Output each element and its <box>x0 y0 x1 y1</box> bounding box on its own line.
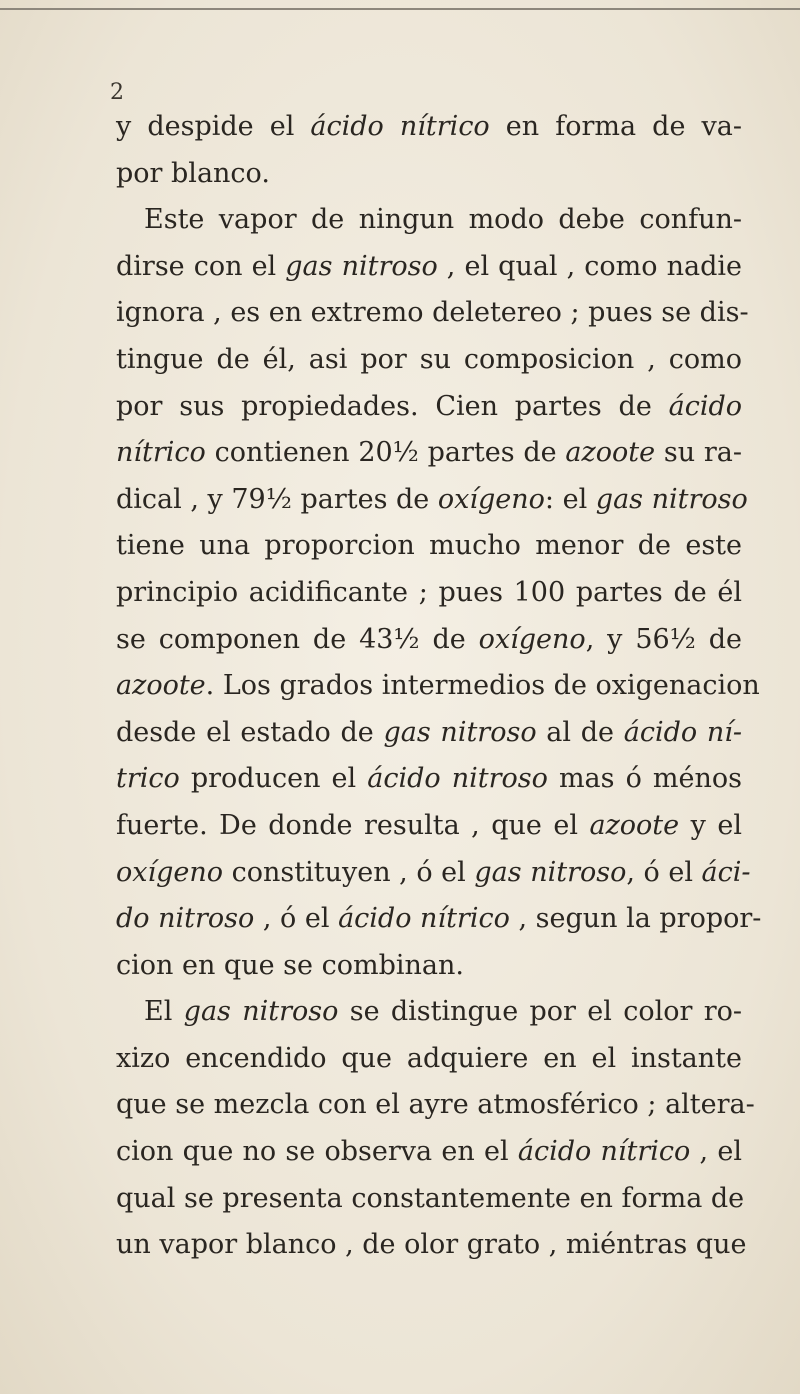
text-span: contienen 20½ partes de <box>205 437 566 469</box>
italic-term: gas nitroso <box>474 856 627 888</box>
text-span: qual se presenta constantemente en forma de <box>116 1182 745 1214</box>
page-number: 2 <box>110 80 124 105</box>
italic-term: ácido nitroso <box>367 763 548 795</box>
text-span: , segun la propor- <box>509 903 762 935</box>
italic-term: oxígeno <box>437 483 545 515</box>
italic-term: nítrico <box>116 437 206 469</box>
text-span: constituyen , ó el <box>223 856 475 888</box>
text-line <box>116 523 742 570</box>
text-line <box>116 290 749 337</box>
italic-term: trico <box>116 763 180 795</box>
text-span: fuerte. De donde resulta , que el <box>116 809 590 841</box>
text-line <box>116 1129 742 1176</box>
italic-term: ácido ní- <box>623 716 742 748</box>
text-span: ignora , es en extremo deletereo ; pues se dis- <box>116 297 749 329</box>
text-span: xizo encendido que adquiere en el instante <box>116 1042 742 1074</box>
text-line <box>116 943 742 990</box>
text-span: y el <box>679 809 742 841</box>
text-line <box>116 663 760 710</box>
italic-term: gas nitroso <box>285 250 438 282</box>
text-line <box>116 756 742 803</box>
text-line <box>116 430 742 477</box>
text-line <box>116 1082 755 1129</box>
text-span: su ra- <box>655 437 742 469</box>
text-span: producen el <box>179 763 368 795</box>
text-span: principio acidificante ; pues 100 partes de él <box>116 576 742 608</box>
text-span: , y 56½ de <box>585 623 743 655</box>
text-span: , el qual , como nadie <box>437 250 742 282</box>
body-text <box>116 104 762 1269</box>
text-line <box>116 850 751 897</box>
text-line <box>116 477 748 524</box>
text-span: por blanco. <box>116 157 270 189</box>
text-span: por sus propiedades. Cien partes de <box>116 390 669 422</box>
text-span: , el <box>690 1136 742 1168</box>
text-line <box>116 617 742 664</box>
text-span: se componen de 43½ de <box>116 623 479 655</box>
text-span: tingue de él, asi por su composicion , como <box>116 343 742 375</box>
text-span: al de <box>536 716 624 748</box>
italic-term: gas nitroso <box>183 996 339 1028</box>
text-span: cion que no se observa en el <box>116 1136 518 1168</box>
text-span: , ó el <box>626 856 702 888</box>
text-line <box>116 197 742 244</box>
italic-term: ácido <box>668 390 742 422</box>
italic-term: gas nitroso <box>595 483 748 515</box>
text-span: que se mezcla con el ayre atmosférico ; altera- <box>116 1089 755 1121</box>
italic-term: azoote <box>565 437 656 469</box>
text-span: , ó el <box>254 903 339 935</box>
text-span: mas ó ménos <box>547 763 743 795</box>
italic-term: do nitroso <box>116 903 255 935</box>
text-line <box>116 151 742 198</box>
italic-term: oxígeno <box>116 856 224 888</box>
text-span: desde el estado de <box>116 716 384 748</box>
text-span: cion en que se combinan. <box>116 949 464 981</box>
italic-term: gas nitroso <box>383 716 537 748</box>
text-line <box>116 896 762 943</box>
text-line <box>116 1036 742 1083</box>
italic-term: oxígeno <box>478 623 586 655</box>
text-line <box>116 989 742 1036</box>
text-span: y despide el <box>116 111 311 142</box>
italic-term: azoote <box>116 670 206 702</box>
text-span: en forma de va- <box>489 111 742 142</box>
text-line <box>116 1176 745 1223</box>
text-span: . Los grados intermedios de oxigenacion <box>205 670 760 702</box>
text-line <box>116 1222 747 1269</box>
italic-term: azoote <box>589 809 680 841</box>
text-span: : el <box>544 483 596 515</box>
text-span: Este vapor de ningun modo debe confun- <box>144 204 742 236</box>
text-span: dirse con el <box>116 250 286 282</box>
italic-term: ácido nítrico <box>310 111 490 142</box>
italic-term: áci- <box>701 856 751 888</box>
text-line <box>116 803 742 850</box>
text-line <box>116 244 742 291</box>
text-span: un vapor blanco , de olor grato , miéntras que <box>116 1229 747 1261</box>
text-line <box>116 337 742 384</box>
text-line <box>116 570 742 617</box>
text-span: tiene una proporcion mucho menor de este <box>116 530 742 562</box>
text-span: se distingue por el color ro- <box>338 996 742 1028</box>
italic-term: ácido nítrico <box>517 1136 691 1168</box>
text-line <box>116 710 742 757</box>
italic-term: ácido nítrico <box>338 903 510 935</box>
text-line <box>116 384 742 431</box>
text-line <box>116 104 742 151</box>
page-top-edge <box>0 8 800 10</box>
text-span: dical , y 79½ partes de <box>116 483 438 515</box>
text-span: El <box>144 996 184 1028</box>
